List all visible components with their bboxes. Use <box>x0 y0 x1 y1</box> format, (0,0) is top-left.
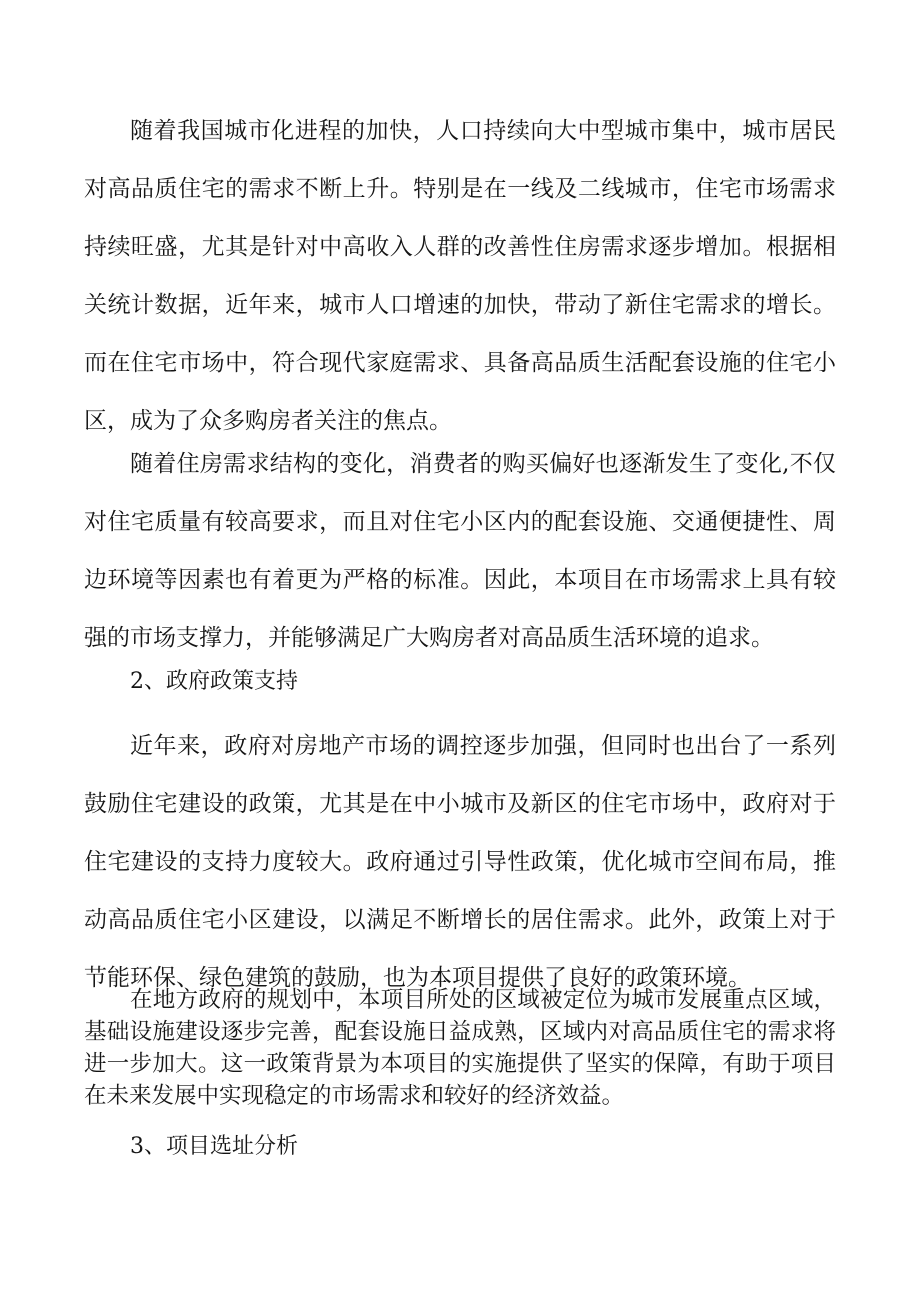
paragraph-government-policy: 近年来，政府对房地产市场的调控逐步加强，但同时也出台了一系列鼓励住宅建设的政策，尤其是在中小城市及新区的住宅市场中，政府对于住宅建设的支持力度较大。政府通过引导性政策，优化城市空间布局，推动高品质住宅小区建设，以满足不断增长的居住需求。此外，政策上对于节能环保、绿色建筑的鼓励，也为本项目提供了良好的政策环境。 <box>84 733 836 991</box>
paragraph-consumer-preference: 随着住房需求结构的变化，消费者的购买偏好也逐渐发生了变化,不仅对住宅质量有较高要求，而且对住宅小区内的配套设施、交通便捷性、周边环境等因素也有着更为严格的标准。因此，本项目在市场需求上具有较强的市场支撑力，并能够满足广大购房者对高品质生活环境的追求。 <box>84 451 836 651</box>
section-heading-site-selection: 3、项目选址分析 <box>130 1134 298 1159</box>
paragraph-regional-planning: 在地方政府的规划中，本项目所处的区域被定位为城市发展重点区域，基础设施建设逐步完善，配套设施日益成熟，区域内对高品质住宅的需求将进一步加大。这一政策背景为本项目的实施提供了坚实的保障，有助于项目在未来发展中实现稳定的市场需求和较好的经济效益。 <box>84 987 836 1109</box>
paragraph-urbanization-demand: 随着我国城市化进程的加快，人口持续向大中型城市集中，城市居民对高品质住宅的需求不断上升。特别是在一线及二线城市，住宅市场需求持续旺盛，尤其是针对中高收入人群的改善性住房需求逐步增加。根据相关统计数据，近年来，城市人口增速的加快，带动了新住宅需求的增长。而在住宅市场中，符合现代家庭需求、具备高品质生活配套设施的住宅小区，成为了众多购房者关注的焦点。 <box>84 118 836 434</box>
section-heading-government-policy: 2、政府政策支持 <box>130 669 298 694</box>
